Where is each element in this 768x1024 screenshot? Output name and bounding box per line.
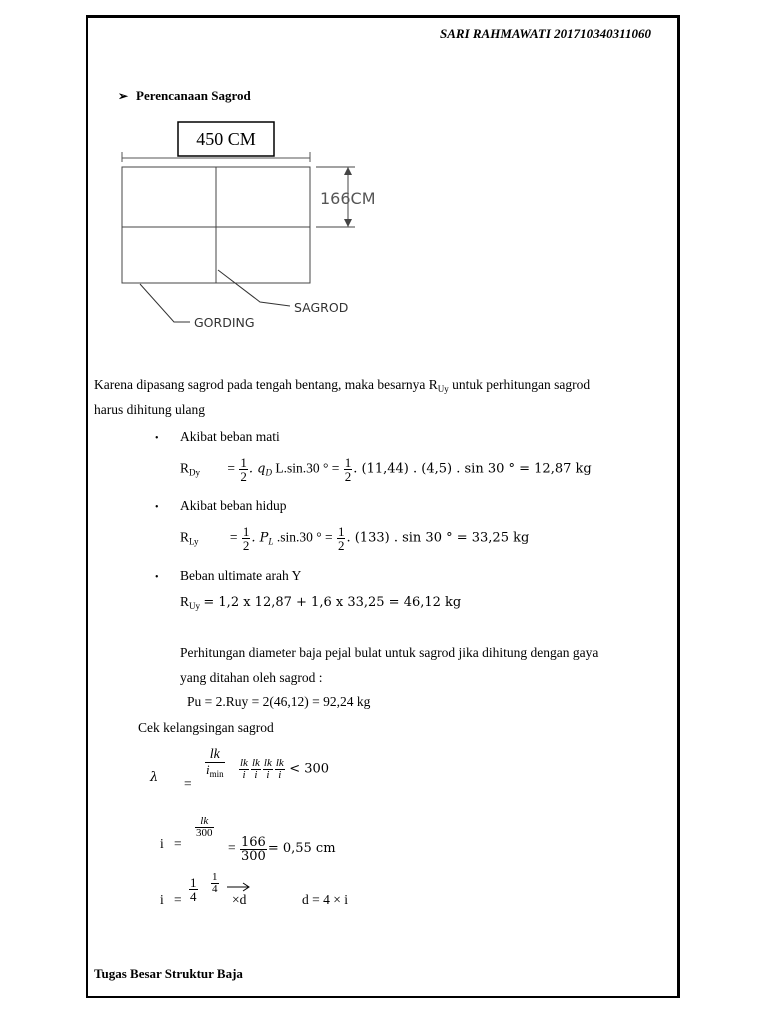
gording-leader <box>140 284 190 322</box>
frac-num: lk <box>200 815 209 827</box>
frac-den: i <box>263 769 273 781</box>
frac-den: 2 <box>337 538 345 553</box>
height-label: 166CM <box>320 189 376 208</box>
list-item-live-load <box>155 498 286 514</box>
frac-num: lk <box>251 757 260 769</box>
arrow-bullet-icon: ➢ <box>118 89 129 103</box>
fraction-half <box>242 525 251 552</box>
eq-term: . P <box>251 530 269 546</box>
frac-den: 2 <box>240 469 247 484</box>
eq-sign: = <box>184 776 192 791</box>
vector-arrow-icon <box>226 882 252 892</box>
list-item-label: Akibat beban hidup <box>180 498 287 513</box>
diameter-line-1: Perhitungan diameter baja pejal bulat untuk sagrod jika dihitung dengan gaya <box>180 645 599 660</box>
frac-den: 300 <box>241 849 266 864</box>
small-fraction <box>263 758 273 781</box>
sagrod-leader <box>218 270 290 306</box>
pu-equation: Pu = 2.Ruy = 2(46,12) = 92,24 kg <box>187 694 371 709</box>
sagrod-diagram <box>110 118 400 348</box>
eq-term-b: .sin.30 ° = <box>273 529 333 545</box>
list-item-ultimate-load <box>155 568 301 584</box>
fraction-half-2 <box>337 525 346 552</box>
frac-den: i <box>206 762 210 777</box>
eq-lhs: R <box>180 594 190 609</box>
fraction-166-300 <box>240 836 267 863</box>
eq-term-sub: D <box>265 467 272 478</box>
header-author: SARI RAHMAWATI 201710340311060 <box>440 26 651 41</box>
section-title <box>118 88 251 104</box>
gording-label: GORDING <box>194 315 255 330</box>
frac-num: 166 <box>241 835 266 850</box>
fraction-lk-300 <box>195 816 214 839</box>
bullet-icon: • <box>155 572 159 583</box>
fraction-quarter <box>189 876 198 903</box>
eq-lhs: R <box>180 529 190 545</box>
frac-num: lk <box>263 757 272 769</box>
eq-sign: = <box>229 529 238 545</box>
d-equation: d = 4 × i <box>302 892 348 907</box>
frac-num: lk <box>209 747 220 762</box>
frac-num: 1 <box>344 455 352 470</box>
eq-lhs-sub: Ly <box>189 536 199 547</box>
section-title-text: Perencanaan Sagrod <box>136 88 251 103</box>
small-fraction <box>275 758 285 781</box>
intro-line-1-a: Karena dipasang sagrod pada tengah bentang, maka besarnya R <box>94 377 438 392</box>
frac-den-sub: min <box>209 769 224 779</box>
intro-line-1 <box>94 377 590 394</box>
equation-i-quarter <box>160 872 420 912</box>
lambda-symbol: λ <box>150 770 159 785</box>
eq-rest: = 1,2 x 12,87 + 1,6 x 33,25 = 46,12 kg <box>203 595 462 610</box>
eq-sign: = <box>227 460 236 476</box>
eq-sign: = <box>174 892 182 907</box>
eq-term: . q <box>248 461 266 477</box>
list-item-dead-load <box>155 429 280 445</box>
equation-rly <box>180 525 529 552</box>
frac-num: 1 <box>337 524 345 539</box>
small-fractions <box>238 758 329 781</box>
slenderness-title: Cek kelangsingan sagrod <box>138 720 274 735</box>
eq-lhs: i <box>160 892 164 907</box>
lt-300: < 300 <box>289 761 330 777</box>
eq-sign: = <box>174 836 182 851</box>
frac-den: 300 <box>196 827 213 839</box>
footer-text: Tugas Besar Struktur Baja <box>94 966 243 981</box>
height-arrow-top <box>344 167 352 175</box>
frac-den: 4 <box>212 883 218 895</box>
list-item-label: Akibat beban mati <box>180 429 280 444</box>
eq-lhs-sub: Dy <box>189 467 201 478</box>
intro-line-1-sub: Uy <box>437 384 449 394</box>
bullet-icon: • <box>155 433 159 444</box>
list-item-label: Beban ultimate arah Y <box>180 568 302 583</box>
fraction-half-2 <box>344 456 353 483</box>
eq-lhs-sub: Uy <box>189 601 201 611</box>
eq-sign: = <box>228 840 236 855</box>
equation-rdy <box>180 456 592 483</box>
frac-num: 1 <box>240 455 247 470</box>
intro-line-1-b: untuk perhitungan sagrod <box>448 377 591 392</box>
frac-den: 4 <box>190 889 197 904</box>
small-fraction <box>239 758 249 781</box>
frac-num: 1 <box>242 524 250 539</box>
frac-den: i <box>239 769 249 781</box>
eq-rest: = 0,55 cm <box>267 841 336 856</box>
frac-den: 2 <box>242 538 250 553</box>
frac-num: lk <box>275 757 284 769</box>
intro-line-2: harus dihitung ulang <box>94 402 205 417</box>
small-fraction <box>251 758 261 781</box>
equation-i-rhs <box>228 836 336 863</box>
eq-rest: . (11,44) . (4,5) . sin 30 ° = 12,87 kg <box>353 461 592 477</box>
frac-num: lk <box>240 757 248 769</box>
frac-den: i <box>275 769 285 781</box>
eq-lhs: i <box>160 836 164 851</box>
height-arrow-bottom <box>344 219 352 227</box>
fraction-half <box>239 456 248 483</box>
bullet-icon: • <box>155 502 159 513</box>
times-d: ×d <box>232 892 247 907</box>
diameter-line-2: yang ditahan oleh sagrod : <box>180 670 323 685</box>
frac-den: 2 <box>344 469 352 484</box>
fraction-lk-imin <box>205 748 225 779</box>
frac-den: i <box>251 769 261 781</box>
eq-rest: . (133) . sin 30 ° = 33,25 kg <box>346 530 530 546</box>
frac-num: 1 <box>212 871 218 883</box>
eq-term-sub: L <box>268 536 274 547</box>
eq-term-b: L.sin.30 ° = <box>271 460 340 476</box>
equation-ruy <box>180 594 461 611</box>
width-label: 450 CM <box>196 129 256 149</box>
fraction-quarter-small <box>211 872 219 895</box>
sagrod-label: SAGROD <box>294 300 349 315</box>
frac-num: 1 <box>190 875 197 890</box>
eq-lhs: R <box>180 460 190 476</box>
